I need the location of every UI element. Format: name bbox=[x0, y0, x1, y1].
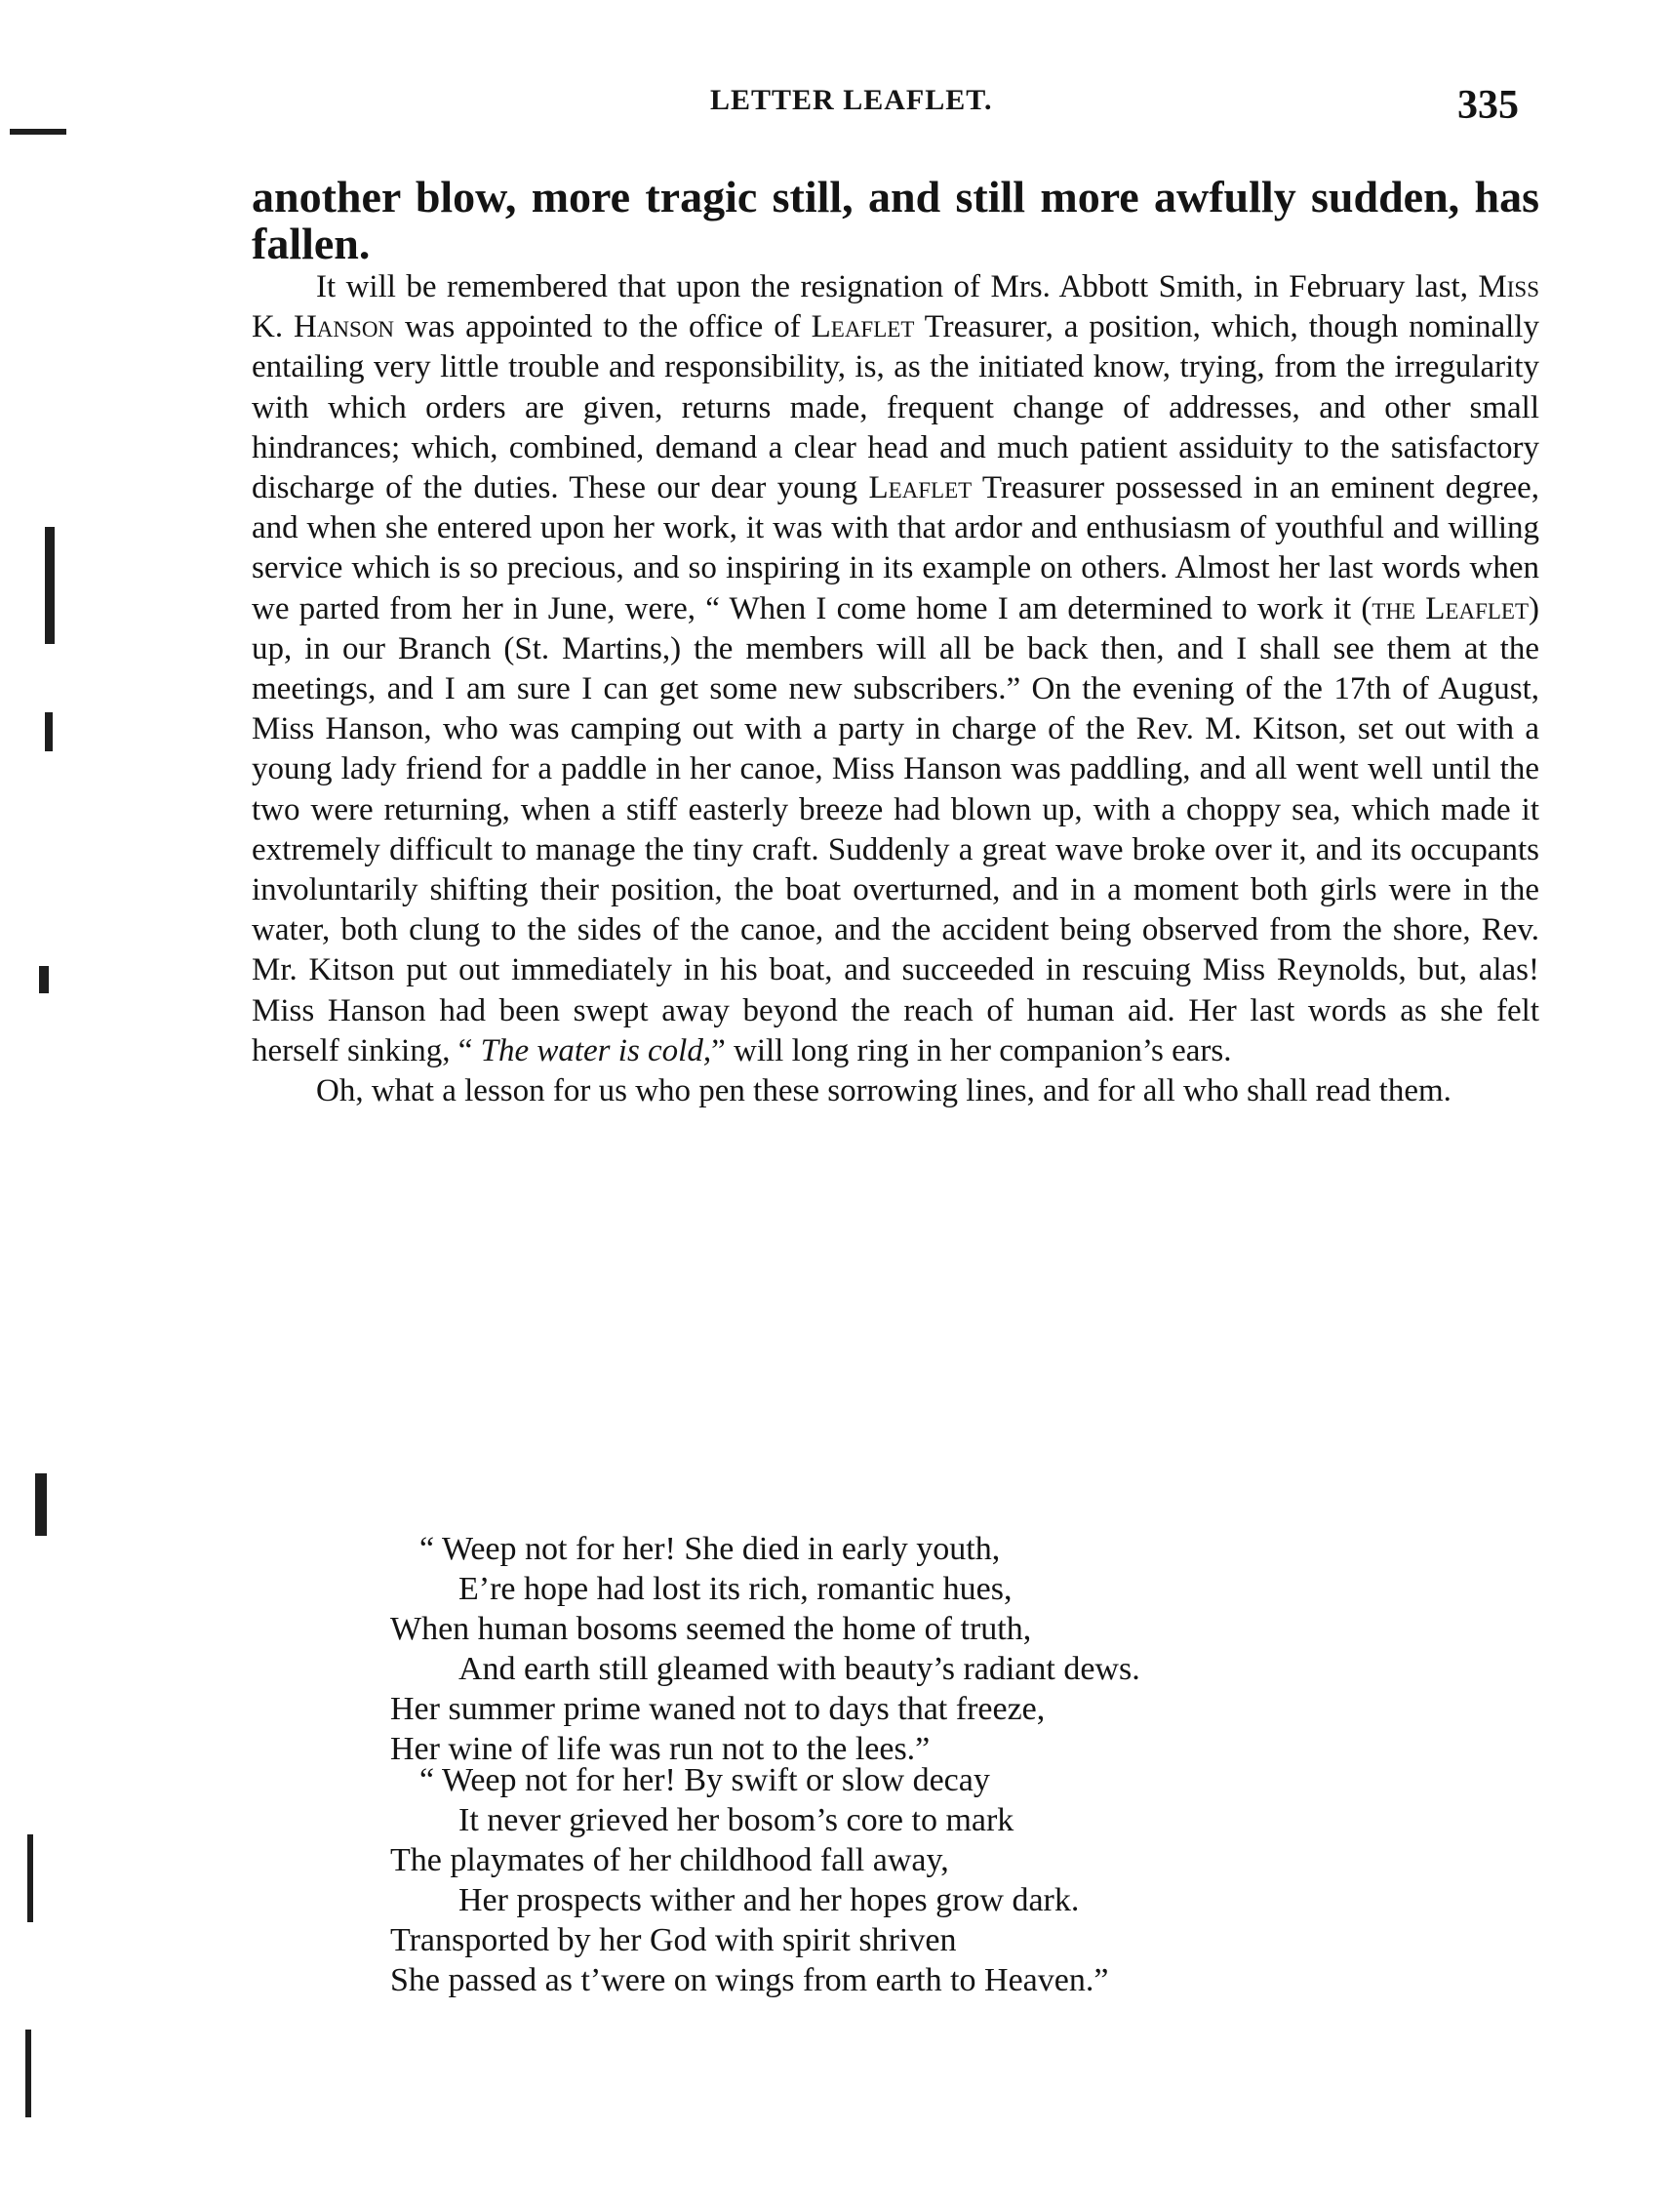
text-run: was appointed to the office of bbox=[394, 309, 812, 345]
leaflet-small-caps: Leaflet bbox=[868, 470, 973, 506]
poem-line: Her summer prime waned not to days that freeze, bbox=[390, 1691, 1046, 1727]
text-run: ) up, in our Branch (St. Martins,) the members will all be back then, and I shall see them at the meetings, and I am sure I can get some new subscribers.” On the evening of the 17th of August, Miss Hanson, who was camping out with a party in charge of the Rev. M. Kitson, set out with a young lady friend for a paddle in her canoe, Miss Hanson was paddling, and all went well until the two were returning, when a stiff easterly breeze had blown up, with a choppy sea, which made it extremely difficult to manage the tiny craft. Suddenly a great wave broke over it, and its occupants involuntarily shifting their position, the boat overturned, and in a moment both girls were in the water, both clung to the sides of the canoe, and the accident being observed from the shore, Rev. Mr. Kitson put out immediately in his boat, and succeeded in rescuing Miss Reynolds, but, alas! Miss Hanson had been swept away beyond the reach of human aid. Her last words as she felt herself sinking, “ bbox=[252, 590, 1540, 1068]
margin-mark bbox=[45, 712, 53, 751]
margin-mark bbox=[35, 1473, 47, 1536]
poem-stanza-2 bbox=[0, 1760, 1366, 2000]
poem-line: Her wine of life was run not to the lees.” bbox=[390, 1731, 931, 1767]
opening-line: another blow, more tragic still, and still more awfully sudden, has fallen. bbox=[252, 172, 1539, 268]
margin-mark bbox=[25, 2030, 31, 2117]
poem-line: “ Weep not for her! She died in early youth, bbox=[419, 1531, 1001, 1567]
text-run: It will be remembered that upon the resignation of Mrs. Abbott Smith, in February last, bbox=[316, 269, 1479, 304]
margin-mark bbox=[10, 129, 66, 135]
poem-line: And earth still gleamed with beauty’s radiant dews. bbox=[458, 1651, 1140, 1687]
leaflet-small-caps: the Leaflet bbox=[1372, 590, 1530, 626]
text-run: Treasurer, a position, which, though nominally entailing very little trouble and responsibility, is, as the initiated know, trying, from the irregularity with which orders are given, returns made, frequent change of addresses, and other small hindrances; which, combined, demand a clear head and much patient assiduity to the satisfactory discharge of the duties. These our dear young bbox=[252, 309, 1539, 506]
leaflet-small-caps: Leaflet bbox=[811, 309, 915, 345]
paragraph-lesson: Oh, what a lesson for us who pen these sorrowing lines, and for all who shall read them. bbox=[316, 1073, 1451, 1109]
poem-stanza-1 bbox=[0, 1529, 1366, 1769]
poem-line: She passed as t’were on wings from earth to Heaven.” bbox=[390, 1962, 1109, 1998]
poem-line: It never grieved her bosom’s core to mark bbox=[458, 1802, 1014, 1838]
italic-quote: The water is cold, bbox=[480, 1032, 712, 1068]
text-run: Treasurer possessed in an eminent degree, and when she entered upon her work, it was with that ardor and enthusiasm of youthful and willing service which is so precious, and so inspiring in its example on others. Almost her last words when we parted from her in June, were, “ When I come home I am determined to work it ( bbox=[252, 470, 1539, 626]
article-text bbox=[252, 174, 1539, 1111]
margin-mark bbox=[39, 966, 49, 993]
name-small-caps: Miss K. Hanson bbox=[252, 269, 1539, 345]
running-title: LETTER LEAFLET. bbox=[710, 84, 993, 116]
margin-mark bbox=[45, 527, 55, 644]
poem-line: E’re hope had lost its rich, romantic hues, bbox=[458, 1571, 1013, 1607]
text-run: ” will long ring in her companion’s ears. bbox=[711, 1032, 1232, 1068]
poem-line: Transported by her God with spirit shriven bbox=[390, 1922, 957, 1958]
poem-line: “ Weep not for her! By swift or slow decay bbox=[419, 1762, 990, 1798]
poem-line: Her prospects wither and her hopes grow dark. bbox=[458, 1882, 1080, 1918]
poem-line: When human bosoms seemed the home of truth, bbox=[390, 1611, 1032, 1647]
page-number: 335 bbox=[1457, 83, 1519, 128]
paragraph-treasurer bbox=[252, 267, 1539, 1071]
poem-line: The playmates of her childhood fall away, bbox=[390, 1842, 949, 1878]
